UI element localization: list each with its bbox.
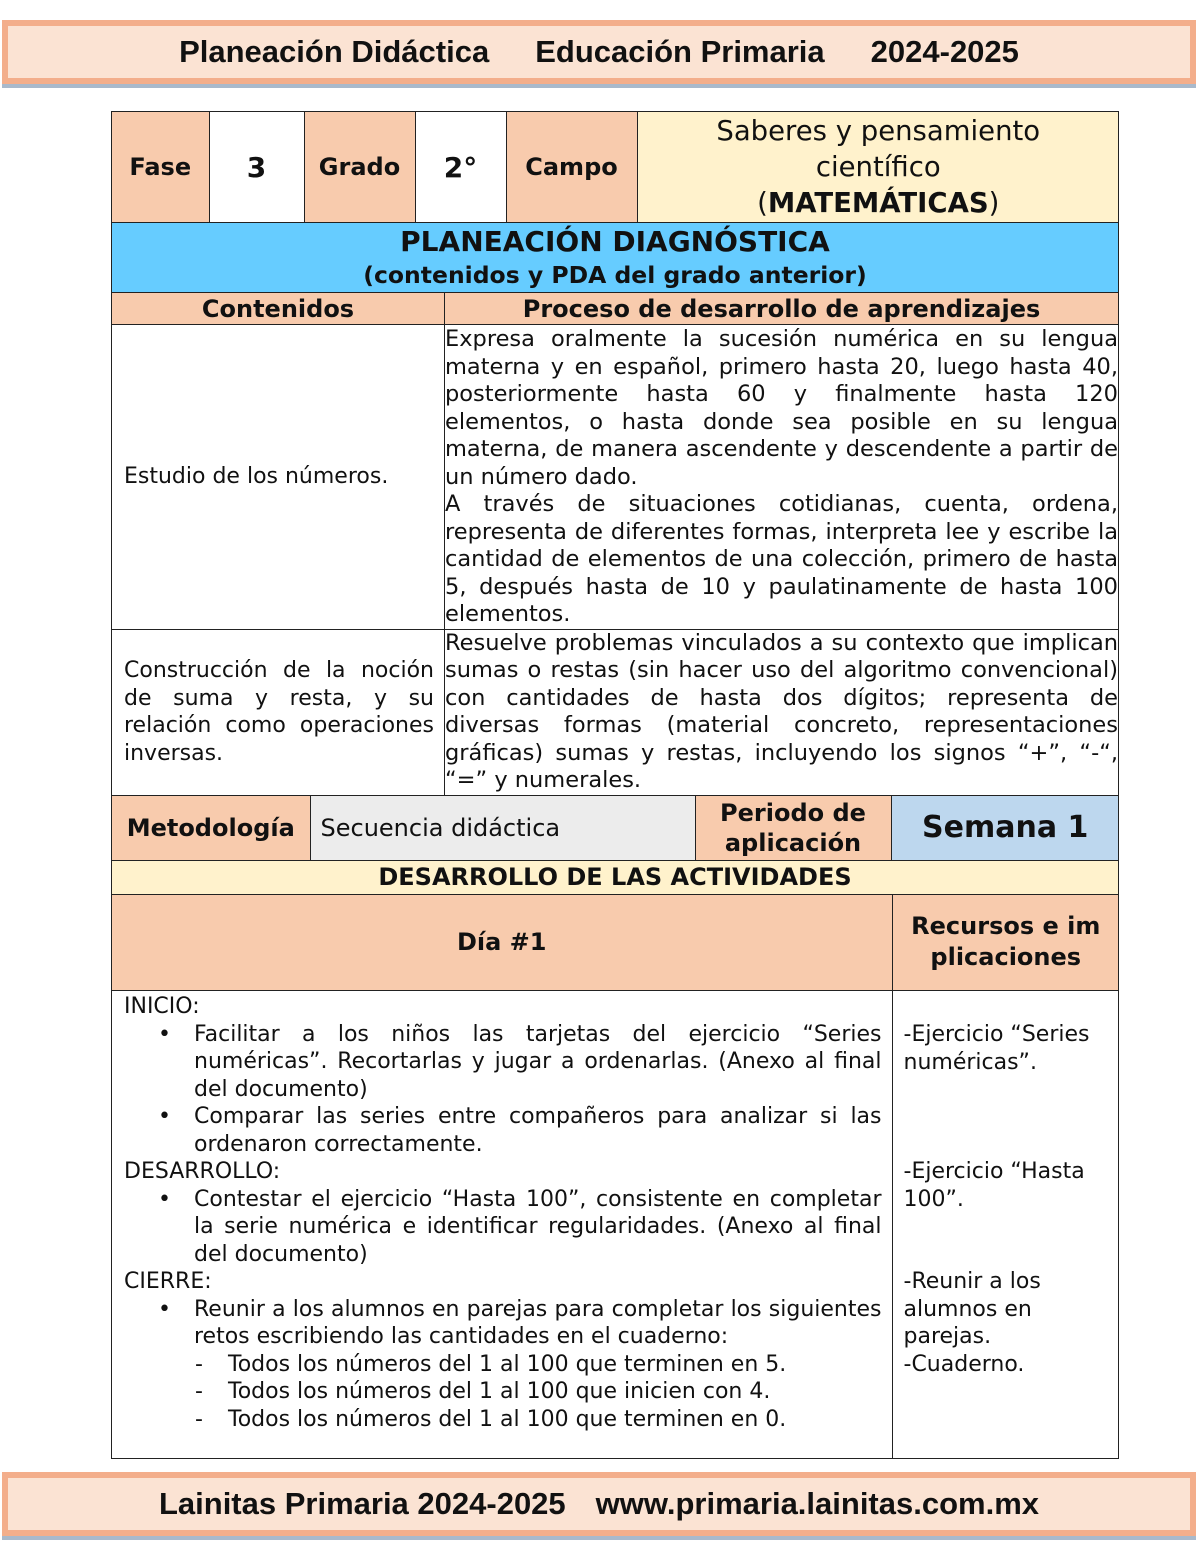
list-item: • Reunir a los alumnos en parejas para completar los siguientes retos escribiendo las cantidades en el cuaderno: [194,1296,882,1351]
cierre-list [124,1296,882,1351]
diagnostic-title-cell [112,223,1119,293]
list-item: • Comparar las series entre compañeros para analizar si las ordenaron correctamente. [194,1103,882,1158]
proceso-paragraph: Resuelve problemas vinculados a su contexto que implican sumas o restas (sin hacer uso del algoritmo convencional) con cantidades de hasta dos dígitos; representa de diversas formas (material concreto, representaciones gráficas) sumas y restas, incluyendo los signos “+”, “-“, “=” y numerales. [445,629,1118,793]
cierre-sublist [124,1351,882,1434]
period-label: Periodo de aplicación [695,796,891,860]
list-item: • Facilitar a los niños las tarjetas del ejercicio “Series numéricas”. Recortarlas y jugar a ordenarlas. (Anexo al final del documento) [194,1021,882,1104]
header-banner [2,20,1196,84]
activities-block [112,894,1119,1458]
desarrollo-list [124,1186,882,1269]
proceso-paragraph: A través de situaciones cotidianas, cuenta, ordena, representa de diferentes formas, interpreta lee y escribe la cantidad de elementos de una colección, primero de hasta 5, después hasta de 10 y paulatinamente de hasta 100 elementos. [445,491,1118,627]
day-header: Día #1 [112,895,892,991]
proceso-cell [445,629,1119,795]
activities-cell [112,991,892,1458]
col-header-contenidos: Contenidos [112,293,445,325]
sub-list-item: - Todos los números del 1 al 100 que terminen en 0. [228,1406,882,1434]
grado-value: 2° [415,112,506,222]
grado-label: Grado [304,112,415,222]
header-title: Planeación Didáctica [179,34,490,69]
campo-label: Campo [506,112,637,222]
footer-brand: Lainitas Primaria 2024-2025 [158,1486,566,1521]
diagnostic-title: PLANEACIÓN DIAGNÓSTICA [400,224,830,258]
header-year: 2024-2025 [870,34,1019,69]
method-value: Secuencia didáctica [310,796,695,860]
contenido-cell: Estudio de los números. [112,325,445,630]
activities-title: DESARROLLO DE LAS ACTIVIDADES [112,860,1119,894]
campo-subject: MATEMÁTICAS [767,187,989,219]
sub-list-item: - Todos los números del 1 al 100 que terminen en 5. [228,1351,882,1379]
campo-line1: Saberes y pensamiento [716,115,1041,147]
resources-header: Recursos e implicaciones [892,895,1119,991]
diagnostic-subtitle: (contenidos y PDA del grado anterior) [363,260,867,289]
header-level: Educación Primaria [535,34,825,69]
cierre-label: CIERRE: [124,1269,212,1294]
footer-url[interactable]: www.primaria.lainitas.com.mx [595,1486,1040,1521]
list-item: • Contestar el ejercicio “Hasta 100”, consistente en completar la serie numérica e identificar regularidades. (Anexo al final del documento) [194,1186,882,1269]
sub-list-item: - Todos los números del 1 al 100 que inicien con 4. [228,1378,882,1406]
planning-table [111,111,1119,1459]
col-header-proceso: Proceso de desarrollo de aprendizajes [445,293,1119,325]
resource-item: -Ejercicio “Hasta 100”. [903,1159,1085,1212]
method-row [112,795,1119,860]
info-row [112,112,1119,223]
campo-subject-line [638,185,1120,221]
campo-value [637,112,1119,222]
campo-line2: científico [815,151,941,183]
desarrollo-label: DESARROLLO: [124,1159,281,1184]
resource-item: -Ejercicio “Series numéricas”. [903,1022,1090,1075]
campo-paren-open: ( [757,187,768,219]
campo-paren-close: ) [988,187,1000,219]
resources-cell [892,991,1119,1458]
resource-item: -Cuaderno. [903,1351,1025,1377]
inicio-label: INICIO: [124,994,200,1019]
fase-label: Fase [112,112,209,222]
footer-banner [2,1472,1196,1536]
resource-item: -Reunir a los alumnos en parejas. [903,1269,1041,1349]
proceso-paragraph: Expresa oralmente la sucesión numérica en su lengua materna y en español, primero hasta 20, luego hasta 40, posteriormente hasta 60 y finalmente hasta 120 elementos, o hasta donde sea posible en su lengua materna, de manera ascendente y descendente a partir de un número dado. [445,326,1118,490]
contenido-cell: Construcción de la noción de suma y resta, y su relación como operaciones inversas. [112,629,445,795]
method-label: Metodología [112,796,310,860]
inicio-list [124,1021,882,1159]
period-value: Semana 1 [891,796,1119,860]
proceso-cell [445,325,1119,630]
fase-value: 3 [209,112,304,222]
